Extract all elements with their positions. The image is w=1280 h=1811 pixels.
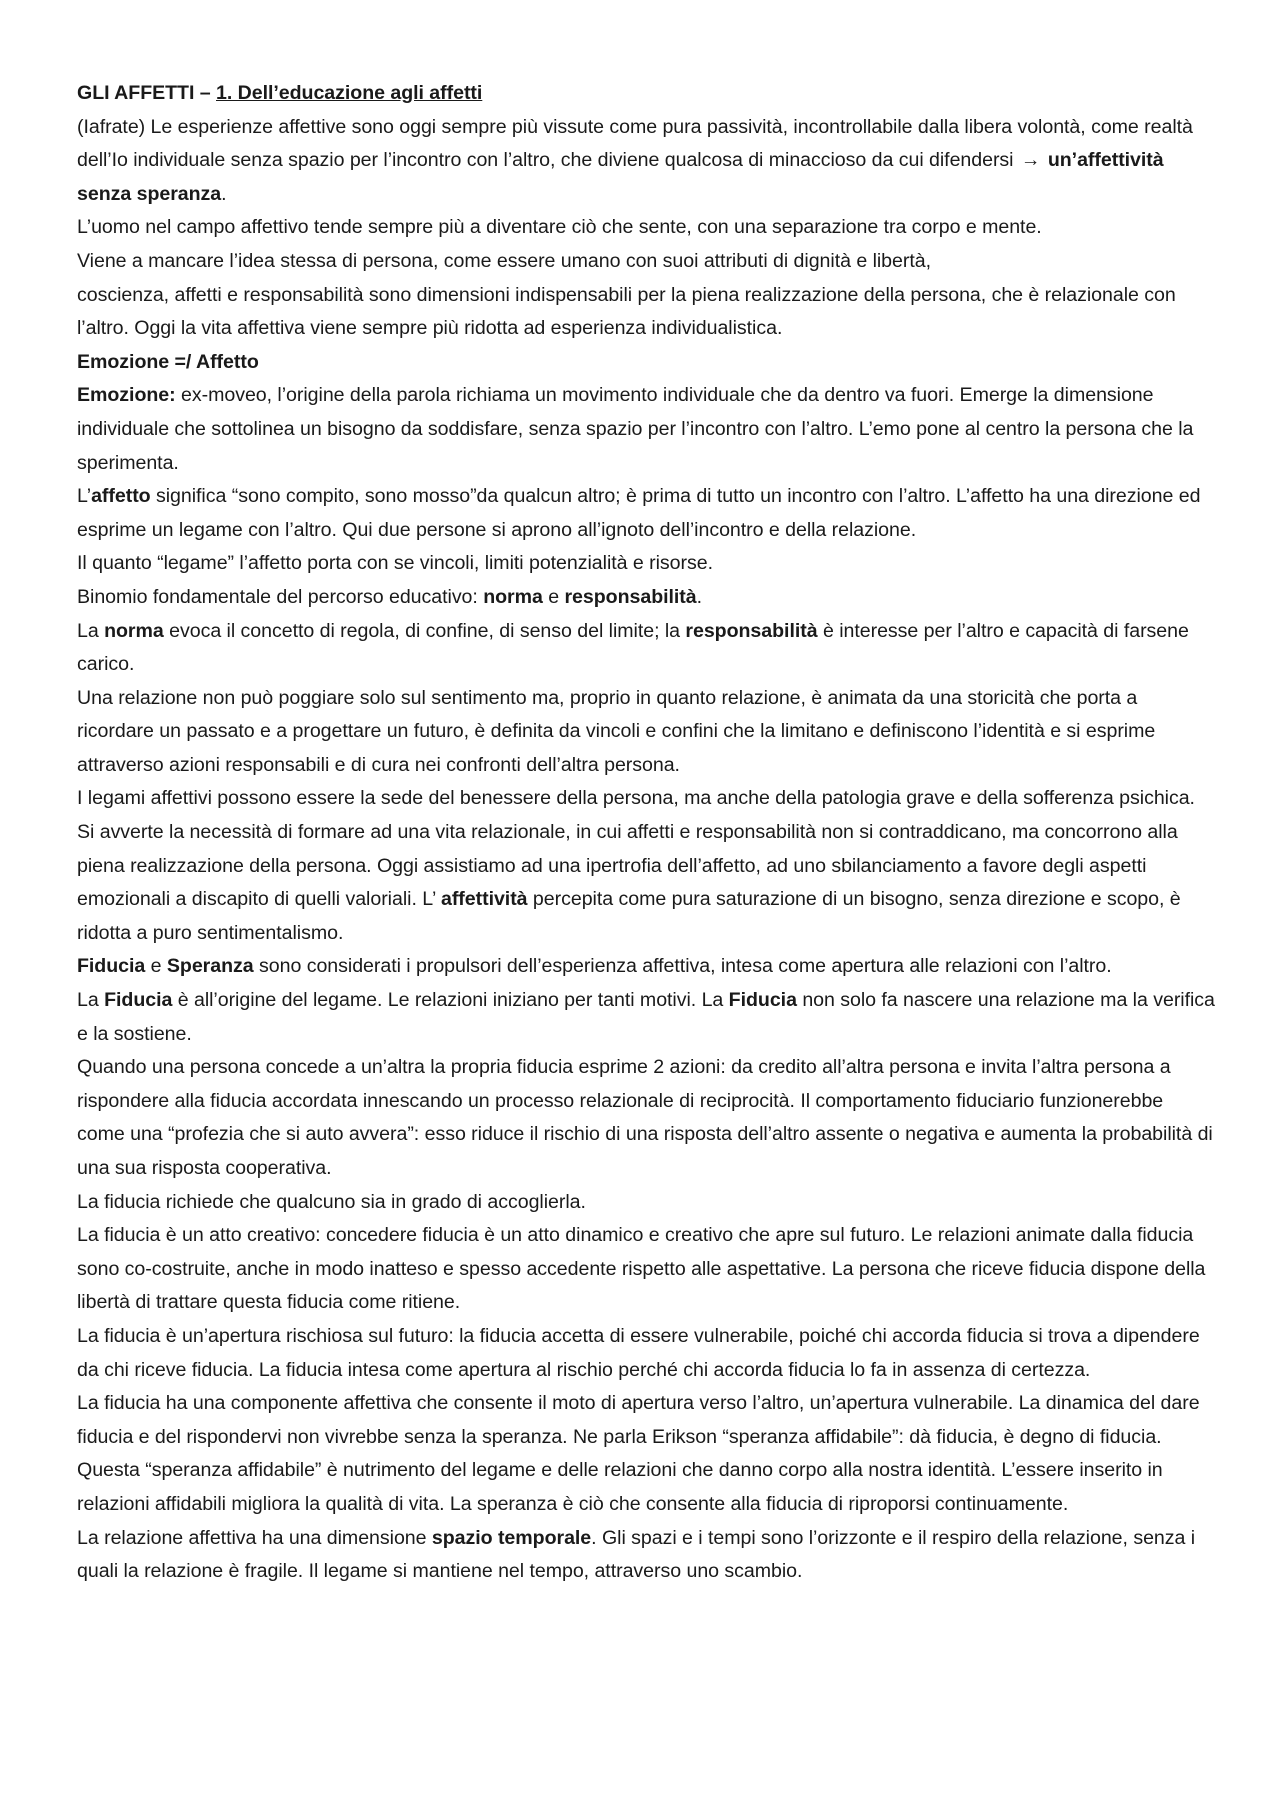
paragraph-spazio — [77, 1522, 1215, 1589]
term-fiducia-2: Fiducia — [104, 989, 173, 1012]
paragraph-coscienza: coscienza, affetti e responsabilità sono dimensioni indispensabili per la piena realizzazione della persona, che è relazionale con l’altro. Oggi la vita affettiva viene sempre più ridotta ad esperienza individualistica. — [77, 283, 1176, 340]
paragraph-origine-mid: è all’origine del legame. Le relazioni iniziano per tanti motivi. La — [172, 989, 729, 1012]
paragraph-uomo: L’uomo nel campo affettivo tende sempre più a diventare ciò che sente, con una separazione tra corpo e mente. — [77, 216, 1042, 239]
paragraph-necessita-pre: Si avverte la necessità di formare ad una vita relazionale, in cui affetti e responsabilità non si contraddicano, ma concorrono alla piena realizzazione della persona. Oggi assistiamo ad una ipertrofia dell’affetto, ad uno sbilanciamento a favore degli aspetti emozionali a discapito di quelli valoriali. L’ — [77, 821, 1178, 911]
paragraph-binomio-mid: e — [542, 585, 565, 608]
paragraph-legami: I legami affettivi possono essere la sede del benessere della persona, ma anche della patologia grave e della sofferenza psichica. — [77, 787, 1195, 810]
term-fiducia: Fiducia — [77, 955, 146, 978]
term-affetto: affetto — [91, 485, 151, 508]
paragraph-intro — [77, 111, 1215, 212]
term-norma: norma — [483, 585, 543, 608]
paragraph-spazio-end: . Gli spazi e i tempi sono l’orizzonte e il respiro della relazione, senza i quali la relazione è fragile. Il legame si mantiene nel tempo, attraverso uno scambio. — [77, 1526, 1196, 1583]
paragraph-affetto-pre: L’ — [77, 485, 92, 508]
paragraph-intro-end: . — [221, 182, 227, 205]
paragraph-necessita-end: percepita come pura saturazione di un bisogno, senza direzione e scopo, è ridotta a puro sentimentalismo. — [77, 888, 1181, 944]
heading-emotion-vs-affect: Emozione =/ Affetto — [77, 350, 259, 373]
paragraph-emozione — [77, 379, 1215, 480]
chapter-title: 1. Dell’educazione agli affetti — [216, 82, 483, 104]
term-responsabilita-2: responsabilità — [685, 619, 818, 642]
paragraph-origine-pre: La — [77, 989, 105, 1012]
paragraph-accoglierla: La fiducia richiede che qualcuno sia in grado di accoglierla. — [77, 1190, 586, 1213]
document-title — [77, 77, 1215, 111]
paragraph-spazio-pre: La relazione affettiva ha una dimensione — [77, 1526, 432, 1549]
paragraph-affetto-text: significa “sono compito, sono mosso”da qualcun altro; è prima di tutto un incontro con l’altro. L’affetto ha una direzione ed esprime un legame con l’altro. Qui due persone si aprono all’ignoto dell’incontro e della relazione. — [77, 485, 1201, 541]
title-prefix: GLI AFFETTI – — [77, 82, 216, 104]
paragraph-origine — [77, 984, 1215, 1051]
term-fiducia-3: Fiducia — [728, 989, 797, 1012]
paragraph-norma — [77, 615, 1215, 682]
paragraph-norma-end: è interesse per l’altro e capacità di farsene carico. — [77, 619, 1189, 676]
paragraph-intro-text: (Iafrate) Le esperienze affettive sono oggi sempre più vissute come pura passività, incontrollabile dalla libera volontà, come realtà dell’Io individuale senza spazio per l’incontro con l’altro, che diviene qualcosa di minaccioso da cui difendersi — [77, 115, 1193, 172]
paragraph-persona: Viene a mancare l’idea stessa di persona, come essere umano con suoi attributi di dignità e libertà, — [77, 249, 931, 272]
term-spazio-temporale: spazio temporale — [431, 1526, 592, 1549]
term-speranza: Speranza — [166, 955, 254, 978]
paragraph-concede: Quando una persona concede a un’altra la propria fiducia esprime 2 azioni: da credito all’altra persona e invita l’altra persona a rispondere alla fiducia accordata innescando un processo relazionale di reciprocità. Il comportamento fiduciario funzionerebbe come una “profezia che si auto avvera”: esso riduce il rischio di una risposta dell’altro assente o negativa e aumenta la probabilità di una sua risposta cooperativa. — [77, 1056, 1213, 1179]
paragraph-legame: Il quanto “legame” l’affetto porta con se vincoli, limiti potenzialità e risorse. — [77, 552, 713, 575]
term-emozione: Emozione: — [77, 384, 176, 407]
paragraph-propulsori-end: sono considerati i propulsori dell’esperienza affettiva, intesa come apertura alle relazioni con l’altro. — [253, 955, 1112, 978]
arrow-right-icon: → — [1020, 149, 1041, 172]
paragraph-intro-bold: un’affettività senza speranza — [77, 149, 1164, 205]
paragraph-propulsori — [77, 950, 1215, 984]
paragraph-binomio — [77, 581, 1215, 615]
paragraph-norma-mid: evoca il concetto di regola, di confine, di senso del limite; la — [163, 619, 686, 642]
paragraph-emozione-text: ex-moveo, l’origine della parola richiama un movimento individuale che da dentro va fuori. Emerge la dimensione individuale che sottolinea un bisogno da soddisfare, senza spazio per l’incontro con l’altro. L’emo pone al centro la persona che la sperimenta. — [77, 384, 1194, 474]
paragraph-creativo: La fiducia è un atto creativo: concedere fiducia è un atto dinamico e creativo che apre sul futuro. Le relazioni animate dalla fiducia sono co-costruite, anche in modo inatteso e spesso accedente rispetto alle aspettative. La persona che riceve fiducia dispone della libertà di trattare questa fiducia come ritiene. — [77, 1224, 1206, 1314]
paragraph-relazione: Una relazione non può poggiare solo sul sentimento ma, proprio in quanto relazione, è animata da una storicità che porta a ricordare un passato e a progettare un futuro, è definita da vincoli e confini che la limitano e definiscono l’identità e si esprime attraverso azioni responsabili e di cura nei confronti dell’altra persona. — [77, 686, 1156, 776]
paragraph-componente: La fiducia ha una componente affettiva che consente il moto di apertura verso l’altro, un’apertura vulnerabile. La dinamica del dare fiducia e del rispondervi non vivrebbe senza la speranza. Ne parla Erikson “speranza affidabile”: dà fiducia, è degno di fiducia. Questa “speranza affidabile” è nutrimento del legame e delle relazioni che danno corpo alla nostra identità. L’essere inserito in relazioni affidabili migliora la qualità di vita. La speranza è ciò che consente alla fiducia di riproporsi continuamente. — [77, 1392, 1200, 1515]
paragraph-rischiosa: La fiducia è un’apertura rischiosa sul futuro: la fiducia accetta di essere vulnerabile, poiché chi accorda fiducia si trova a dipendere da chi riceve fiducia. La fiducia intesa come apertura al rischio perché chi accorda fiducia lo fa in assenza di certezza. — [77, 1324, 1200, 1381]
paragraph-propulsori-mid: e — [145, 955, 167, 978]
paragraph-necessita — [77, 816, 1215, 950]
paragraph-binomio-end: . — [696, 585, 703, 608]
paragraph-norma-pre: La — [77, 619, 105, 642]
term-responsabilita: responsabilità — [564, 585, 697, 608]
term-norma-2: norma — [104, 619, 164, 642]
paragraph-affetto — [77, 480, 1215, 547]
paragraph-binomio-pre: Binomio fondamentale del percorso educativo: — [77, 585, 484, 608]
document-body — [77, 77, 1215, 1589]
term-affettivita: affettività — [440, 888, 528, 911]
paragraph-origine-end: non solo fa nascere una relazione ma la verifica e la sostiene. — [77, 989, 1215, 1045]
